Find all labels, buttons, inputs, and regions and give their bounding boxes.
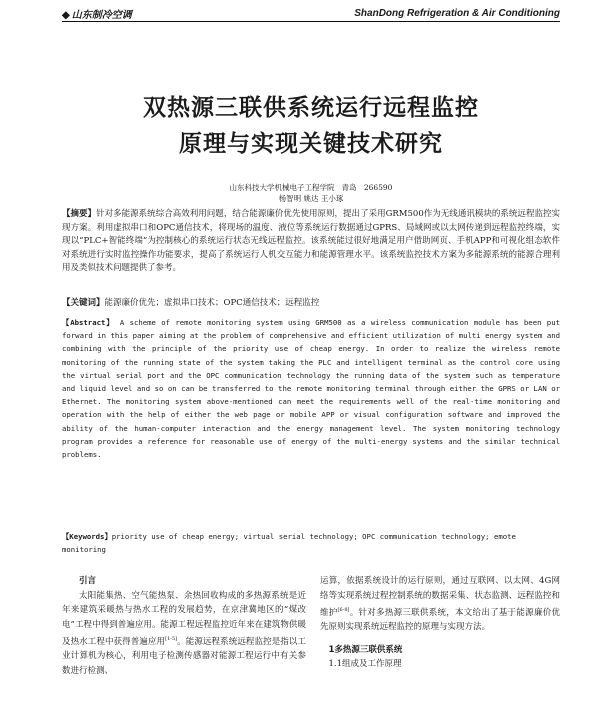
title-line-1: 双热源三联供系统运行远程监控 bbox=[143, 95, 479, 121]
authors: 杨智明 姚达 王小琢 bbox=[278, 194, 344, 203]
keywords-en-label: 【Keywords】 bbox=[62, 532, 112, 541]
running-header bbox=[62, 6, 560, 20]
abstract-en bbox=[62, 316, 560, 461]
abstract-cn bbox=[62, 208, 560, 276]
abstract-en-text: A scheme of remote monitoring system using GRM500 as a wireless communication module has been put forward in this paper aiming at the problem of comprehensive and efficient utilization of multi energy system and combining with the principle of the priority use of cheap energy. In order to realize the wireless remote monitoring of the running state of the system taking the PLC and intelligent terminal as the control core using the virtual serial port and the OPC communication technology the running data of the system such as temperature and liquid level and so on can be transferred to the remote monitoring terminal through either the GPRS or LAN or Ethernet. The monitoring system above-mentioned can meet the requirements well of the real-time monitoring and operation with the help of either the web page or mobile APP or visual configuration software and improved the ability of the human-computer interaction and the energy management level. The system monitoring technology program provides a reference for reasonable use of energy of the multi-energy systems and the similar technical problems. bbox=[62, 318, 560, 460]
citation: [1-5] bbox=[165, 636, 178, 642]
section-1-1-title: 1.1组成及工作原理 bbox=[328, 659, 402, 670]
institution: 山东科技大学机械电子工程学院 bbox=[229, 183, 335, 192]
intro-title: 引言 bbox=[79, 576, 97, 586]
abstract-en-label: 【Abstract】 bbox=[62, 318, 115, 327]
right-paragraph: 运算，依据系统设计的运行原则，通过互联网、以太网、4G网络等实现系统过程控制系统的数据采集、状态监测、远程监控和维护[6-8]。针对多热源三联供系统，本文给出了基于能源廉价优先原则实现系统远程监控的原理与实现方法。 bbox=[320, 576, 560, 633]
keywords-cn bbox=[62, 297, 560, 311]
paper-title bbox=[62, 90, 560, 162]
keywords-cn-text: 能源廉价优先；虚拟串口技术；OPC通信技术；远程监控 bbox=[104, 298, 320, 308]
body-right-column bbox=[320, 574, 560, 672]
body-left-column bbox=[62, 574, 306, 678]
keywords-en-text: priority use of cheap energy; virtual serial technology; OPC communication technology; emote monitoring bbox=[62, 532, 516, 555]
citation: [6-8] bbox=[337, 607, 350, 613]
affiliation bbox=[62, 182, 560, 204]
city: 青岛 bbox=[341, 183, 357, 192]
journal-name-en: ShanDong Refrigeration & Air Conditioning bbox=[354, 7, 560, 19]
section-1-title: 1多热源三联供系统 bbox=[328, 644, 403, 655]
keywords-en bbox=[62, 530, 560, 556]
abstract-cn-label: 【摘要】 bbox=[62, 209, 97, 219]
postcode: 266590 bbox=[363, 183, 393, 192]
keywords-cn-label: 【关键词】 bbox=[62, 298, 105, 308]
abstract-cn-text: 针对多能源系统综合高效利用问题，结合能源廉价优先使用原则，提出了采用GRM500作为无线通讯模块的系统远程监控实现方案。利用虚拟串口和OPC通信技术，将现场的温度、液位等系统运行数据通过GPRS、局域网或以太网传递到远程监控终端，实现以“PLC+智能终端”为控制核心的系统运行状态无线远程监控。该系统能过很好地满足用户借助网页、手机APP和可视化组态软件对系统进行实时监控操作功能要求，提高了系统运行人机交互能力和能源管理水平。该系统监控技术方案为多能源系统的能源合理利用及类似技术问题提供了参考。 bbox=[62, 209, 560, 273]
intro-paragraph: 太阳能集热、空气能热泵、余热回收构成的多热源系统是近年来建筑采暖热与热水工程的发展趋势，在京津冀地区的“煤改电”工程中得到普遍应用。能源工程远程监控近年来在建筑物供暖及热水工程中获得普遍应用[1-5]。能源远程系统远程监控是指以工业计算机为核心，利用电子检测传感器对能源工程运行中有关参数进行检测、 bbox=[62, 590, 306, 676]
diamond-icon: ◆ bbox=[62, 9, 70, 21]
header-rule bbox=[62, 21, 560, 22]
journal-name-cn: ◆ 山东制冷空调 bbox=[62, 9, 132, 21]
title-line-2: 原理与实现关键技术研究 bbox=[179, 131, 443, 157]
